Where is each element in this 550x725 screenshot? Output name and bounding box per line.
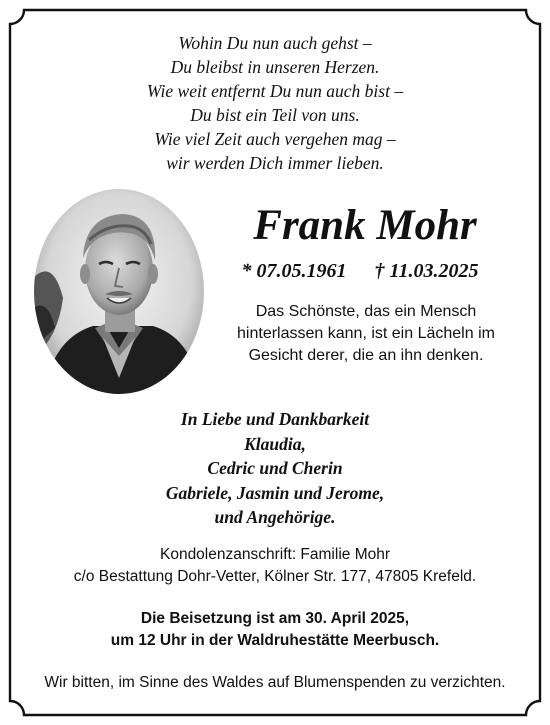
quote-line: Gesicht derer, die an ihn denken. [248,347,484,364]
quote-line: Das Schönste, das ein Mensch [255,303,477,320]
mourners-line: und Angehörige. [214,507,336,527]
deceased-name: Frank Mohr [253,202,477,249]
poem-line: Wohin Du nun auch gehst – [178,33,372,53]
birth-date: * 07.05.1961 [241,260,347,282]
mourners-line: In Liebe und Dankbarkeit [180,409,370,429]
flower-request: Wir bitten, im Sinne des Waldes auf Blumenspenden zu verzichten. [44,674,506,691]
poem-line: Du bist ein Teil von uns. [190,105,360,125]
poem [0,31,550,175]
funeral-line: um 12 Uhr in der Waldruhestätte Meerbusch. [110,632,440,649]
poem-line: wir werden Dich immer lieben. [166,153,384,173]
memorial-quote [212,301,520,367]
funeral-info [0,608,550,652]
address-line: c/o Bestattung Dohr-Vetter, Kölner Str. 177, 47805 Krefeld. [73,568,477,585]
mourners-block [110,407,440,530]
poem-line: Wie weit entfernt Du nun auch bist – [146,81,404,101]
poem-line: Wie viel Zeit auch vergehen mag – [154,129,396,149]
poem-line: Du bleibst in unseren Herzen. [170,57,380,77]
funeral-line: Die Beisetzung ist am 30. April 2025, [140,610,410,627]
address-line: Kondolenzanschrift: Familie Mohr [159,546,391,563]
condolence-address [0,544,550,588]
mourners-line: Gabriele, Jasmin und Jerome, [165,482,385,503]
mourners-line: Klaudia, [244,433,306,454]
mourners-line: Cedric und Cherin [207,458,343,478]
quote-line: hinterlassen kann, ist ein Lächeln im [237,325,495,342]
life-dates [230,257,490,285]
death-date: † 11.03.2025 [374,260,479,282]
portrait-photo [33,188,205,395]
